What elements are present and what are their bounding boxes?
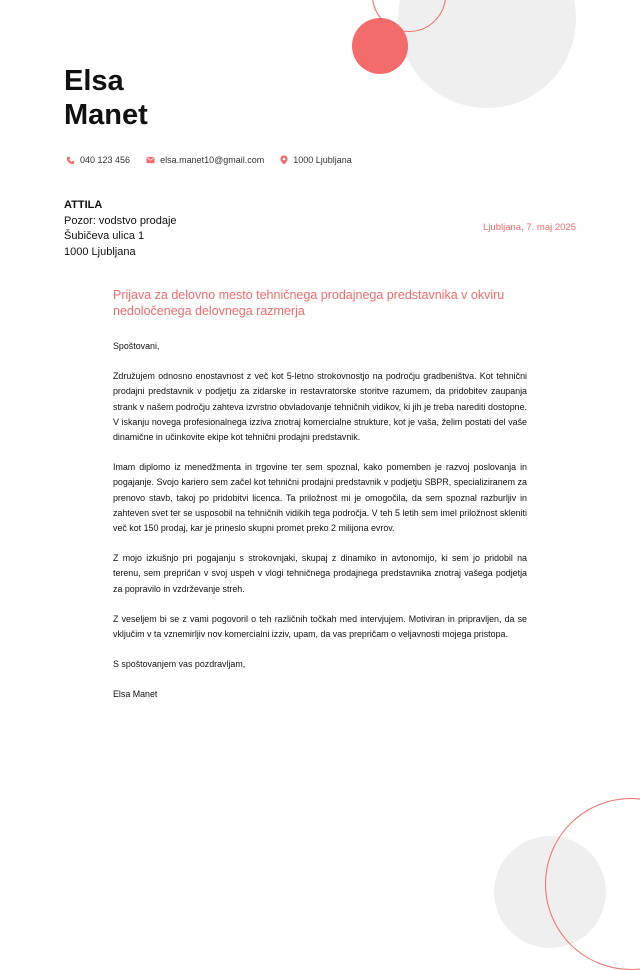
paragraph-4: Z veseljem bi se z vami pogovoril o teh različnih točkah med intervjujem. Motiviran in pripravljen, da se vključim v ta vznemirljiv nov komercialni izziv, upam, da vas prepričam o veljavnosti mojega pristopa. — [113, 613, 527, 640]
letter-date: Ljubljana, 7. maj 2025 — [483, 222, 576, 233]
recipient-city: 1000 Ljubljana — [64, 245, 136, 258]
location-text: 1000 Ljubljana — [293, 155, 352, 165]
mail-icon — [146, 156, 155, 164]
paragraph-3: Z mojo izkušnjo pri pogajanju s strokovnjaki, skupaj z dinamiko in avtonomijo, ki sem jo pridobil na terenu, sem prepričan v svoj uspeh v vlogi tehničnega prodajnega predstavnika znotraj vašega podjetja za popravilo in vzdrževanje streh. — [113, 553, 527, 594]
paragraph-1: Združujem odnosno enostavnost z več kot 5-letno strokovnostjo na področju gradbeništva. Kot tehnični prodajni predstavnik v podjetju za zidarske in restavratorske storitve razumem, da pridobitev zaupanja strank v našem področju zahteva izvrstno obvladovanje tehničnih vidikov, ki jih je treba narediti dostopne. V iskanju novega profesionalnega izziva znotraj komercialne strukture, kot je vaša, želim postati del vaše dinamične in učinkovite ekipe kot tehnični prodajni predstavnik. — [113, 371, 527, 443]
location-pin-icon — [280, 155, 288, 165]
name-last: Manet — [64, 99, 148, 131]
closing: S spoštovanjem vas pozdravljam, — [113, 659, 246, 670]
contact-email — [146, 155, 264, 165]
letter-subject: Prijava za delovno mesto tehničnega prodajnega predstavnika v okviru nedoločenega delovnega razmerja — [113, 288, 505, 318]
recipient-address — [64, 198, 177, 260]
applicant-name — [64, 64, 148, 132]
signature: Elsa Manet — [113, 689, 158, 700]
phone-text: 040 123 456 — [80, 155, 131, 165]
contact-phone — [66, 155, 130, 165]
phone-icon — [66, 156, 75, 165]
letter-body — [113, 339, 527, 718]
recipient-street: Šubičeva ulica 1 — [64, 230, 145, 242]
recipient-company: ATTILA — [64, 199, 103, 211]
salutation: Spoštovani, — [113, 341, 160, 351]
recipient-attention: Pozor: vodstvo prodaje — [64, 214, 177, 227]
name-first: Elsa — [64, 65, 124, 97]
paragraph-2: Imam diplomo iz menedžmenta in trgovine ter sem spoznal, kako pomemben je razvoj poslovanja in pogajanje. Svojo kariero sem začel kot tehnični prodajni predstavnik v podjetju SBPR, specializiranem za prenovo stavb, takoj po pridobitvi licenca. Ta priložnost mi je omogočila, da sem spoznal razburljiv in zahteven svet ter se usposobil na tehničnih vidikih tega področja. V teh 5 letih sem imel priložnost skleniti več kot 150 prodaj, kar je prineslo skupni promet preko 2 milijona evrov. — [113, 462, 527, 534]
contact-location — [280, 155, 352, 165]
contact-info — [66, 155, 352, 165]
email-text: elsa.manet10@gmail.com — [160, 155, 265, 165]
